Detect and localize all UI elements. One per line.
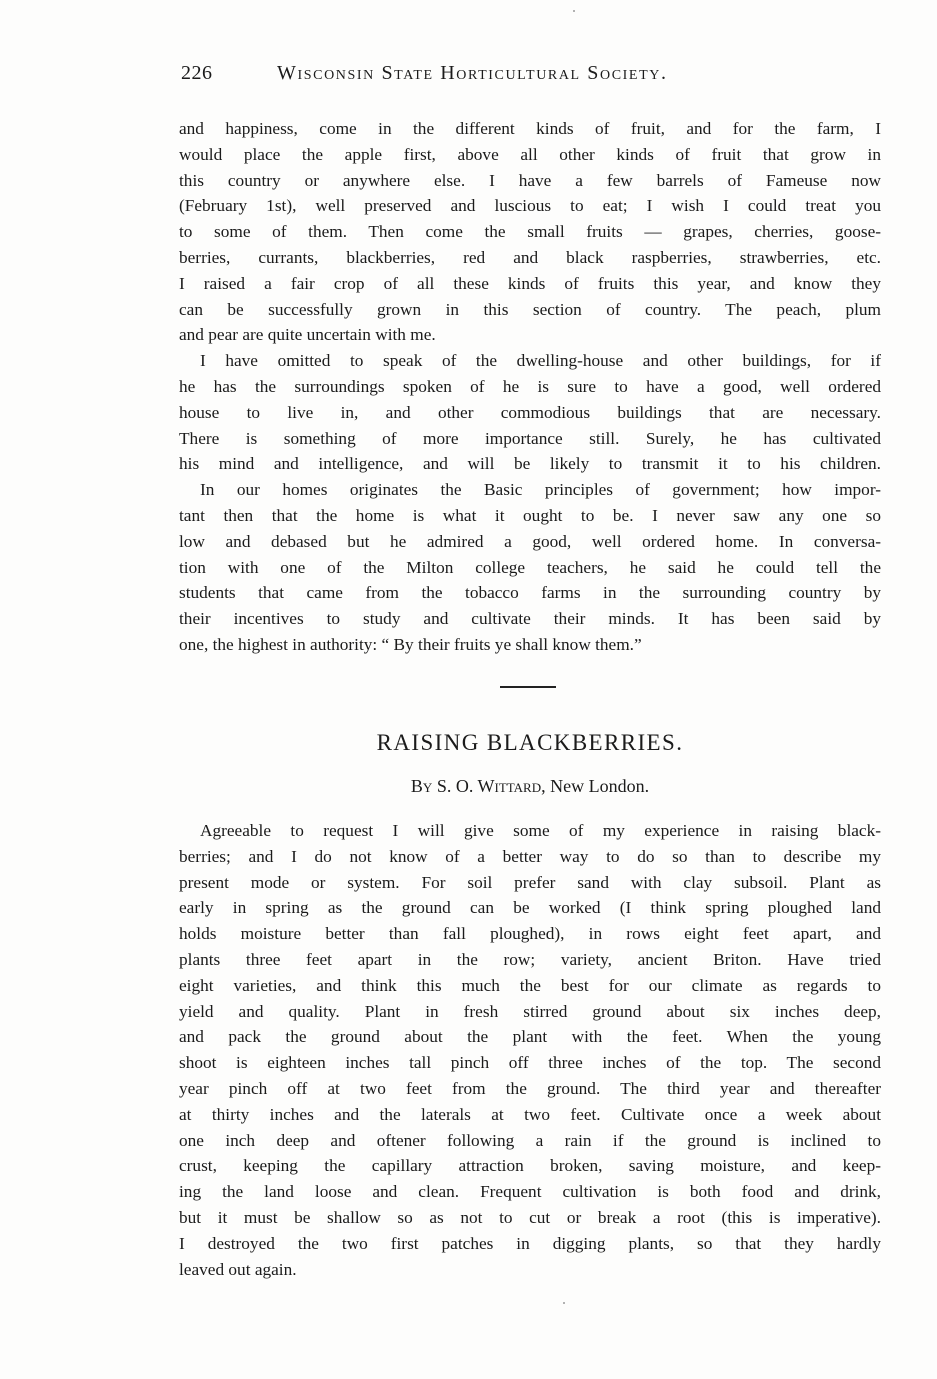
text-line: at thirty inches and the laterals at two feet. Cultivate once a week about xyxy=(179,1104,881,1124)
byline-place: New London. xyxy=(550,776,650,796)
text-line: berries; and I do not know of a better way to do so than to describe my xyxy=(179,846,881,866)
byline-author: S. O. Wittard, xyxy=(436,776,546,796)
page-header xyxy=(181,62,821,92)
text-line: crust, keeping the capillary attraction broken, saving moisture, and keep- xyxy=(179,1156,881,1176)
text-line: would place the apple first, above all other kinds of fruit that grow in xyxy=(179,144,881,164)
text-line: I raised a fair crop of all these kinds of fruits this year, and know they xyxy=(179,273,881,293)
paragraph xyxy=(179,348,881,477)
text-line: year pinch off at two feet from the ground. The third year and thereafter xyxy=(179,1078,881,1098)
text-line: students that came from the tobacco farms in the surrounding country by xyxy=(179,583,881,603)
text-line: this country or anywhere else. I have a few barrels of Fameuse now xyxy=(179,170,881,190)
paper-speck xyxy=(573,10,575,12)
text-line: and pack the ground about the plant with the feet. When the young xyxy=(179,1027,881,1047)
text-line: I destroyed the two first patches in digging plants, so that they hardly xyxy=(179,1233,881,1253)
page-number: 226 xyxy=(181,62,213,84)
text-line: (February 1st), well preserved and luscious to eat; I wish I could treat you xyxy=(179,196,881,216)
section-divider xyxy=(500,686,556,688)
text-line: I have omitted to speak of the dwelling-house and other buildings, for if xyxy=(200,351,881,371)
paragraph xyxy=(179,477,881,658)
byline xyxy=(179,776,881,797)
text-line: leaved out again. xyxy=(179,1259,297,1279)
text-line: Agreeable to request I will give some of my experience in raising black- xyxy=(200,821,881,840)
text-line: present mode or system. For soil prefer sand with clay subsoil. Plant as xyxy=(179,872,881,892)
text-line: yield and quality. Plant in fresh stirred ground about six inches deep, xyxy=(179,1001,881,1021)
text-line: their incentives to study and cultivate their minds. It has been said by xyxy=(179,609,881,629)
continued-text xyxy=(179,116,881,658)
article-body xyxy=(179,818,881,1282)
paragraph xyxy=(179,116,881,348)
text-line: can be successfully grown in this section of country. The peach, plum xyxy=(179,299,881,319)
text-line: holds moisture better than fall ploughed), in rows eight feet apart, and xyxy=(179,924,881,944)
text-line: and pear are quite uncertain with me. xyxy=(179,325,436,345)
text-line: he has the surroundings spoken of he is sure to have a good, well ordered xyxy=(179,376,881,396)
text-line: eight varieties, and think this much the best for our climate as regards to xyxy=(179,975,881,995)
text-line: plants three feet apart in the row; variety, ancient Briton. Have tried xyxy=(179,949,881,969)
byline-prefix: By xyxy=(410,776,433,796)
text-line: tant then that the home is what it ought to be. I never saw any one so xyxy=(179,505,881,525)
text-line: low and debased but he admired a good, well ordered home. In conversa- xyxy=(179,531,881,551)
text-line: house to live in, and other commodious buildings that are necessary. xyxy=(179,402,881,422)
text-line: but it must be shallow so as not to cut or break a root (this is imperative). xyxy=(179,1207,881,1227)
text-line: In our homes originates the Basic principles of government; how impor- xyxy=(200,480,881,500)
paragraph xyxy=(179,818,881,1282)
article-title: RAISING BLACKBERRIES. xyxy=(376,730,684,755)
text-line: and happiness, come in the different kinds of fruit, and for the farm, I xyxy=(179,119,881,138)
running-head: Wisconsin State Horticultural Society. xyxy=(277,62,668,84)
text-line: one inch deep and oftener following a rain if the ground is inclined to xyxy=(179,1130,881,1150)
text-line: ing the land loose and clean. Frequent cultivation is both food and drink, xyxy=(179,1182,881,1202)
text-line: There is something of more importance still. Surely, he has cultivated xyxy=(179,428,881,448)
text-line: early in spring as the ground can be worked (I think spring ploughed land xyxy=(179,898,881,918)
text-line: one, the highest in authority: “ By their fruits ye shall know them.” xyxy=(179,634,642,654)
paper-speck xyxy=(563,1302,565,1304)
text-line: shoot is eighteen inches tall pinch off three inches of the top. The second xyxy=(179,1053,881,1073)
text-line: tion with one of the Milton college teachers, he said he could tell the xyxy=(179,557,881,577)
text-line: to some of them. Then come the small fruits — grapes, cherries, goose- xyxy=(179,222,881,242)
text-line: his mind and intelligence, and will be likely to transmit it to his children. xyxy=(179,454,881,474)
text-line: berries, currants, blackberries, red and black raspberries, strawberries, etc. xyxy=(179,247,881,267)
